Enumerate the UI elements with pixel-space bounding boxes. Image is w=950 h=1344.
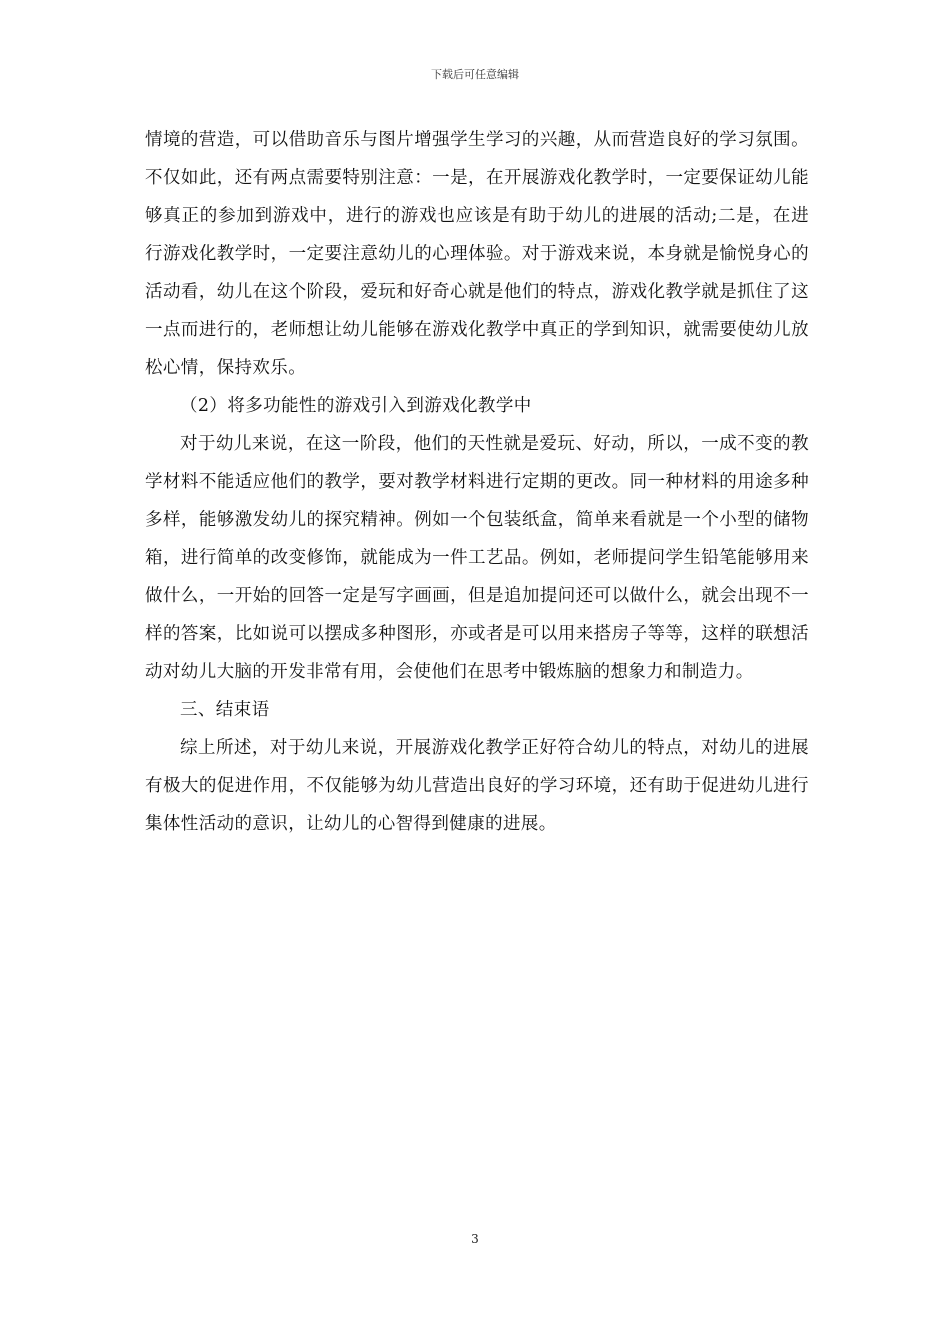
subsection-heading: （2）将多功能性的游戏引入到游戏化教学中 <box>180 396 532 416</box>
page-header: 下载后可任意编辑 <box>431 68 519 81</box>
paragraph-continuation: 情境的营造，可以借助音乐与图片增强学生学习的兴趣，从而营造良好的学习氛围。不仅如此，还有两点需要特别注意：一是，在开展游戏化教学时，一定要保证幼儿能够真正的参加到游戏中，进行的游戏也应该是有助于幼儿的进展的活动;二是，在进行游戏化教学时，一定要注意幼儿的心理体验。对于游戏来说，本身就是愉悦身心的活动看，幼儿在这个阶段，爱玩和好奇心就是他们的特点，游戏化教学就是抓住了这一点而进行的，老师想让幼儿能够在游戏化教学中真正的学到知识，就需要使幼儿放松心情，保持欢乐。 <box>145 130 809 378</box>
paragraph: 对于幼儿来说，在这一阶段，他们的天性就是爱玩、好动，所以，一成不变的教学材料不能适应他们的教学，要对教学材料进行定期的更改。同一种材料的用途多种多样，能够激发幼儿的探究精神。例如一个包装纸盒，简单来看就是一个小型的储物箱，进行简单的改变修饰，就能成为一件工艺品。例如，老师提问学生铅笔能够用来做什么，一开始的回答一定是写字画画，但是追加提问还可以做什么，就会出现不一样的答案，比如说可以摆成多种图形，亦或者是可以用来搭房子等等，这样的联想活动对幼儿大脑的开发非常有用，会使他们在思考中锻炼脑的想象力和制造力。 <box>145 434 809 682</box>
page-number: 3 <box>471 1232 479 1246</box>
section-heading: 三、结束语 <box>180 700 270 720</box>
document-body <box>145 121 809 843</box>
paragraph: 综上所述，对于幼儿来说，开展游戏化教学正好符合幼儿的特点，对幼儿的进展有极大的促进作用，不仅能够为幼儿营造出良好的学习环境，还有助于促进幼儿进行集体性活动的意识，让幼儿的心智得到健康的进展。 <box>145 738 809 834</box>
